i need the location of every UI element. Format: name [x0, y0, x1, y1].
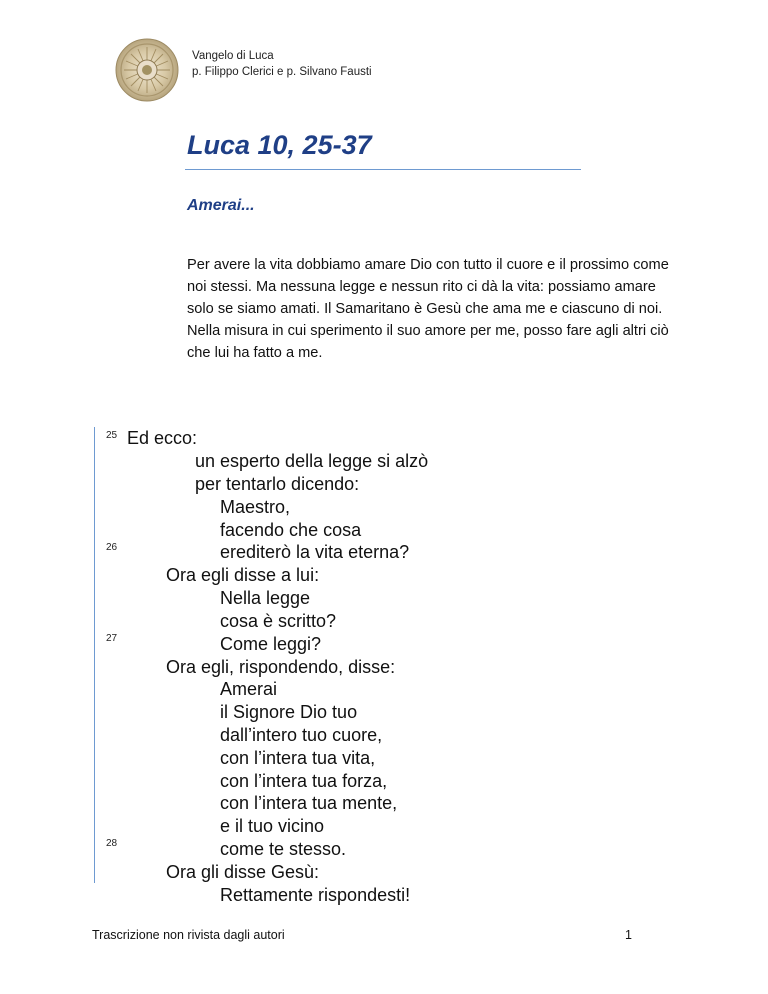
- verse-line: un esperto della legge si alzò: [195, 451, 429, 471]
- verse-line: con l’intera tua mente,: [220, 793, 398, 813]
- verse-line: Rettamente rispondesti!: [220, 885, 411, 905]
- verse-number: 28: [106, 838, 118, 849]
- page-number: 1: [625, 928, 632, 942]
- document-header: [192, 48, 372, 80]
- verse-line: erediterò la vita eterna?: [220, 542, 410, 562]
- verse-line: Come leggi?: [220, 634, 322, 654]
- title-underline: [185, 169, 581, 170]
- verse-number: 25: [106, 430, 118, 441]
- verse-number: 26: [106, 542, 118, 553]
- footer-note: Trascrizione non rivista dagli autori: [92, 928, 285, 942]
- verse-line: il Signore Dio tuo: [220, 702, 358, 722]
- verse-line: per tentarlo dicendo:: [195, 474, 360, 494]
- verse-line: Maestro,: [220, 497, 291, 517]
- verse-line: facendo che cosa: [220, 520, 362, 540]
- verse-line: come te stesso.: [220, 839, 347, 859]
- verse-line: Ora egli disse a lui:: [166, 565, 320, 585]
- verse-line: Ed ecco:: [127, 428, 198, 448]
- verse-line: con l’intera tua forza,: [220, 771, 388, 791]
- header-book: Vangelo di Luca: [192, 50, 274, 62]
- verse-line: con l’intera tua vita,: [220, 748, 376, 768]
- verse-line: dall’intero tuo cuore,: [220, 725, 383, 745]
- page-title: Luca 10, 25-37: [187, 130, 372, 160]
- section-subtitle: Amerai...: [187, 197, 255, 214]
- verse-line: cosa è scritto?: [220, 611, 337, 631]
- intro-paragraph: Per avere la vita dobbiamo amare Dio con tutto il cuore e il prossimo come noi stessi. Ma nessuna legge e nessun rito ci dà la vita: possiamo amare solo se siamo amati. Il Samaritano è Gesù che ama me e ciascuno di noi. Nella misura in cui sperimento il suo amore per me, posso fare agli altri ciò che lui ha fatto a me.: [187, 257, 669, 362]
- verse-line: Ora gli disse Gesù:: [166, 862, 320, 882]
- verse-margin-rule: [94, 427, 95, 883]
- verse-line: Nella legge: [220, 588, 311, 608]
- verse-number: 27: [106, 633, 118, 644]
- header-authors: p. Filippo Clerici e p. Silvano Fausti: [192, 66, 372, 78]
- verse-line: Amerai: [220, 679, 278, 699]
- verse-line: e il tuo vicino: [220, 816, 325, 836]
- ihs-seal-icon: [115, 38, 179, 102]
- verse-line: Ora egli, rispondendo, disse:: [166, 657, 396, 677]
